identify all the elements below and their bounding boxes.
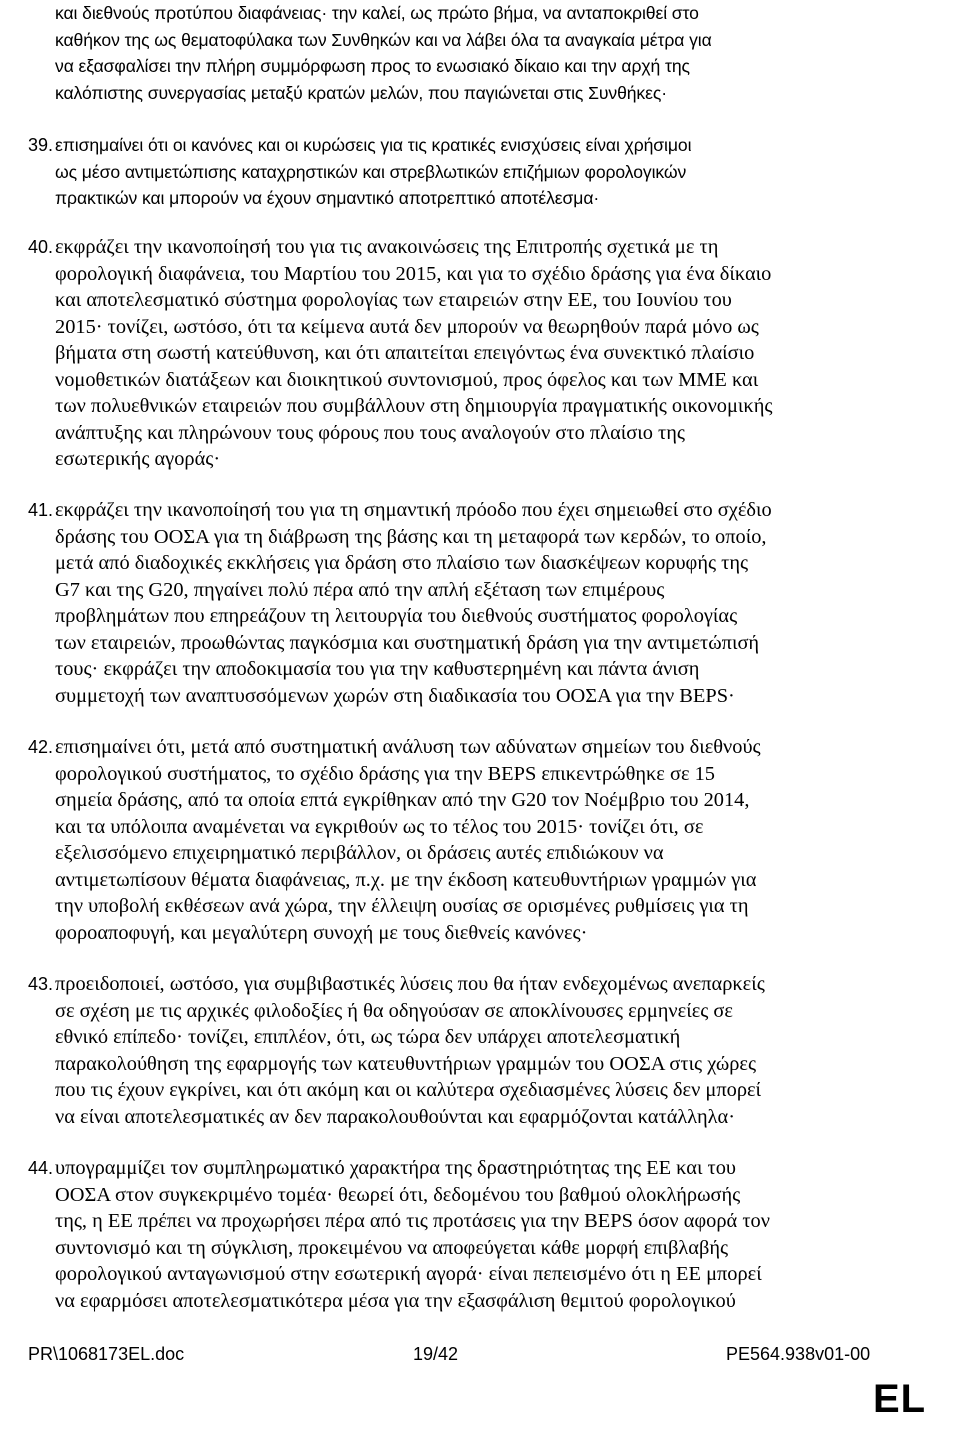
paragraph-text: [55, 234, 935, 473]
text-line: υπογραμμίζει τον συμπληρωματικό χαρακτήρα της δραστηριότητας της ΕΕ και του: [55, 1157, 737, 1179]
text-line: εκφράζει την ικανοποίησή του για τη σημαντική πρόοδο που έχει σημειωθεί στο σχέδιο: [55, 499, 772, 521]
text-line: ΟΟΣΑ στον συγκεκριμένο τομέα· θεωρεί ότι, δεδομένου του βαθμού ολοκλήρωσής: [55, 1183, 741, 1206]
paragraph-text: [55, 971, 935, 1130]
paragraph-number: 41.: [28, 500, 54, 520]
text-line: και διεθνούς προτύπου διαφάνειας· την καλεί, ως πρώτο βήμα, να ανταποκριθεί στο: [55, 3, 699, 23]
text-line: της, η ΕΕ πρέπει να προχωρήσει πέρα από τις προτάσεις για την BEPS όσον αφορά τον: [55, 1210, 770, 1232]
text-line: και αποτελεσματικό σύστημα φορολογίας των εταιρειών στην ΕΕ, του Ιουνίου του: [55, 289, 732, 311]
text-line: καθήκον της ως θεματοφύλακα των Συνθηκών και να λάβει όλα τα αναγκαία μέτρα για: [55, 29, 712, 50]
footer-document-reference: PR\1068173EL.doc: [28, 1344, 185, 1364]
text-line: βήματα στη σωστή κατεύθυνση, και ότι απαιτείται επειγόντως ένα συνεκτικό πλαίσιο: [55, 342, 755, 364]
paragraph-text: [55, 734, 935, 946]
text-line: σε σχέση με τις αρχικές φιλοδοξίες ή θα οδηγούσαν σε αποκλίνουσες ερμηνείες σε: [55, 999, 733, 1022]
text-line: επισημαίνει ότι, μετά από συστηματική ανάλυση των αδύνατων σημείων του διεθνούς: [55, 736, 761, 758]
text-line: εθνικό επίπεδο· τονίζει, επιπλέον, ότι, ως τώρα δεν υπάρχει αποτελεσματική: [55, 1026, 681, 1048]
text-line: σημεία δράσης, από τα οποία επτά εγκρίθηκαν από την G20 τον Νοέμβριο του 2014,: [55, 789, 750, 811]
text-line: παρακολούθηση της εφαρμογής των κατευθυντήριων γραμμών του ΟΟΣΑ στις χώρες: [55, 1052, 757, 1075]
text-line: δράσης του ΟΟΣΑ για τη διάβρωση της βάσης και τη μεταφορά των κερδών, το οποίο,: [55, 525, 767, 548]
text-line: πρακτικών και μπορούν να έχουν σημαντικό αποτρεπτικό αποτέλεσμα·: [55, 188, 600, 208]
paragraph-number: 39.: [28, 135, 54, 155]
paragraph-number: 44.: [28, 1158, 54, 1178]
language-tag: EL: [873, 1377, 927, 1421]
text-line: ως μέσο αντιμετώπισης καταχρηστικών και στρεβλωτικών επιζήμιων φορολογικών: [55, 161, 687, 182]
text-line: επισημαίνει ότι οι κανόνες και οι κυρώσεις για τις κρατικές ενισχύσεις είναι χρήσιμοι: [55, 135, 692, 155]
text-line: τους· εκφράζει την αποδοκιμασία του για την καθυστερημένη και πάντα άνιση: [55, 658, 700, 680]
footer-page-number: 19/42: [413, 1344, 459, 1364]
text-line: εκφράζει την ικανοποίησή του για τις ανακοινώσεις της Επιτροπής σχετικά με τη: [55, 236, 719, 258]
text-line: φορολογικού ανταγωνισμού στην εσωτερική αγορά· είναι πεπεισμένο ότι η ΕΕ μπορεί: [55, 1263, 762, 1285]
text-line: αντιμετωπίσουν θέματα διαφάνειας, π.χ. με την έκδοση κατευθυντήριων γραμμών για: [55, 868, 757, 891]
paragraph-number: 40.: [28, 237, 54, 257]
text-line: εξελισσόμενο επιχειρηματικό περιβάλλον, οι δράσεις αυτές επιδιώκουν να: [55, 842, 664, 864]
text-line: φορολογικού συστήματος, το σχέδιο δράσης για την BEPS επικεντρώθηκε σε 15: [55, 762, 715, 785]
text-line: συντονισμό και τη σύγκλιση, προκειμένου να αποφεύγεται κάθε μορφή επιβλαβής: [55, 1236, 729, 1259]
paragraph-number: 43.: [28, 974, 54, 994]
text-line: των εταιρειών, προωθώντας παγκόσμια και συστηματική δράση για την αντιμετώπισή: [55, 631, 760, 654]
text-line: συμμετοχή των αναπτυσσόμενων χωρών στη διαδικασία του ΟΟΣΑ για την BEPS·: [55, 684, 735, 707]
text-line: προβλημάτων που επηρεάζουν τη λειτουργία του διεθνούς συστήματος φορολογίας: [55, 605, 738, 627]
text-line: την υποβολή εκθέσεων ανά χώρα, την έλλειψη ουσίας σε ορισμένες ρυθμίσεις για τη: [55, 895, 749, 917]
text-line: που τις έχουν εγκρίνει, και ότι ακόμη και οι καλύτερα σχεδιασμένες λύσεις δεν μπορεί: [55, 1079, 762, 1101]
text-line: φορολογική διαφάνεια, του Μαρτίου του 2015, και για το σχέδιο δράσης για ένα δίκαιο: [55, 262, 772, 285]
text-line: να εξασφαλίσει την πλήρη συμμόρφωση προς το ενωσιακό δίκαιο και την αρχή της: [55, 56, 690, 76]
text-line: καλόπιστης συνεργασίας μεταξύ κρατών μελών, που παγιώνεται στις Συνθήκες·: [55, 82, 668, 103]
text-line: G7 και της G20, πηγαίνει πολύ πέρα από την απλή εξέταση των επιμέρους: [55, 578, 665, 601]
text-line: μετά από διαδοχικές εκκλήσεις για δράση στο πλαίσιο των διασκέψεων κορυφής της: [55, 552, 749, 574]
text-line: και τα υπόλοιπα αναμένεται να εγκριθούν ως το τέλος του 2015· τονίζει ότι, σε: [55, 815, 704, 838]
text-line: προειδοποιεί, ωστόσο, για συμβιβαστικές λύσεις που θα ήταν ενδεχομένως ανεπαρκείς: [55, 973, 765, 995]
text-line: εσωτερικής αγοράς·: [55, 448, 221, 470]
text-line: να είναι αποτελεσματικές αν δεν παρακολουθούνται και εφαρμόζονται κατάλληλα·: [55, 1105, 735, 1128]
text-line: ανάπτυξης και πληρώνουν τους φόρους που τους αναλογούν στο πλαίσιο της: [55, 421, 685, 444]
text-line: 2015· τονίζει, ωστόσο, ότι τα κείμενα αυτά δεν μπορούν να θεωρηθούν παρά μόνο ως: [55, 315, 759, 338]
intro-text: [55, 0, 935, 106]
text-line: νομοθετικών διατάξεων και διοικητικού συντονισμού, προς όφελος και των ΜΜΕ και: [55, 368, 759, 391]
paragraph-text: [55, 132, 935, 212]
paragraph-text: [55, 1155, 935, 1314]
paragraph-number: 42.: [28, 737, 54, 757]
text-line: να εφαρμόσει αποτελεσματικότερα μέσα για την εξασφάλιση θεμιτού φορολογικού: [55, 1289, 736, 1312]
footer-version: PE564.938v01-00: [726, 1344, 871, 1364]
text-line: των πολυεθνικών εταιρειών που συμβάλλουν στη δημιουργία πραγματικής οικονομικής: [55, 395, 773, 417]
text-line: φοροαποφυγή, και μεγαλύτερη συνοχή με τους διεθνείς κανόνες·: [55, 921, 588, 944]
paragraph-text: [55, 497, 935, 709]
